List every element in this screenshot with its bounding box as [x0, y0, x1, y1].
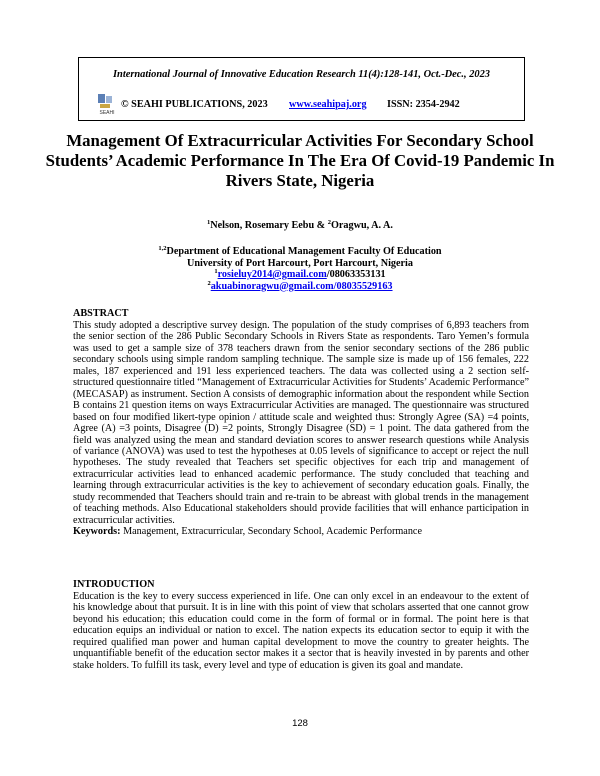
contact1-sup: 1	[214, 268, 218, 275]
journal-header-box	[78, 57, 525, 121]
affiliation-block	[0, 246, 600, 292]
svg-text:SEAHI: SEAHI	[99, 110, 115, 115]
author2-sup: 2	[327, 219, 331, 226]
author-line	[0, 220, 600, 231]
keywords-line	[73, 526, 529, 537]
contact1-line	[0, 269, 600, 281]
paper-title: Management Of Extracurricular Activities For Secondary School Students’ Academic Performance In The Era Of Covid-19 Pandemic In Rivers State, Nigeria	[45, 131, 555, 190]
email1-link[interactable]: rosieluy2014@gmail.com	[217, 269, 327, 280]
department-name: Department of Educational Management Faculty Of Education	[166, 246, 442, 257]
university-line: University of Port Harcourt, Port Harcourt, Nigeria	[187, 257, 413, 269]
affil-sup: 1,2	[158, 245, 167, 252]
seahi-logo-icon	[96, 91, 118, 115]
email2-link[interactable]: akuabinoragwu@gmail.com/08035529163	[210, 280, 393, 292]
author1-name: Nelson, Rosemary Eebu &	[210, 220, 328, 231]
phone1: /08063353131	[326, 269, 386, 280]
contact2-line	[0, 281, 600, 293]
keywords-list: Management, Extracurricular, Secondary School, Academic Performance	[120, 526, 422, 538]
author2-name: Oragwu, A. A.	[330, 220, 393, 231]
issn-label: ISSN: 2354-2942	[387, 99, 460, 110]
abstract-body	[73, 320, 529, 538]
journal-citation: International Journal of Innovative Education Research 11(4):128-141, Oct.-Dec., 2023	[113, 69, 490, 80]
website-link[interactable]: www.seahipaj.org	[289, 99, 367, 110]
introduction-heading: INTRODUCTION	[73, 579, 155, 590]
keywords-label: Keywords:	[73, 526, 121, 538]
abstract-text: This study adopted a descriptive survey design. The population of the study comprises of 6,893 teachers from the senior section of the 286 Public Secondary Schools in Rivers State as respondents. Taro Yemen’s formula was used to get a sample size of 378 teachers drawn from the senior secondary sections of the 286 public secondary schools using simple random sampling technique. The sample size is made up of 156 females, 222 males, 187 experienced and 191 less experienced teachers. The data was collected using a 2 section self-structured questionnaire titled “Management of Extracurricular Activities for Students’ Academic Performance” (MECASAP) as instrument. Section A consists of demographic information about the respondent while Section B contains 21 question items on ways Extracurricular Activities are managed. The questionnaire was structured based on four modified likert-type opinion / attitude scale and weighted thus: Strongly Agree (SA) =4 points, Agree (A) =3 points, Disagree (D) =2 points, Strongly Disagree (SD) = 1 point. The data gathered from the field was analyzed using the mean and standard deviation scores to answer research questions while Analysis of variance (ANOVA) was used to test the hypotheses at 0.05 levels of significance to accept or reject the null hypotheses. The study revealed that Teachers set specific objectives for each trip and management of extracurricular activities lead to enhanced academic performance. The study concluded that teaching and learning through extracurricular activities is the key to achievement of secondary education goals. Finally, the study recommended that Teachers should train and re-train to be abreast with global trends in the management of teaching methods. Also Educational stakeholders should provide facilities that will enhance participation in extracurricular activities.	[73, 320, 529, 526]
department-line	[0, 246, 600, 258]
page-number: 128	[292, 718, 308, 729]
contact2-sup: 2	[207, 279, 211, 287]
author1-sup: 1	[207, 219, 211, 226]
introduction-body: Education is the key to every success experienced in life. One can only excel in an endeavour to the extent of his knowledge about that pursuit. It is in line with this point of view that scholars asserted that one cannot grow beyond his education; this education could come in the form of formal or in formal. The point here is that education equips an individual or nation to excel. The nation expects its education sector to equip it with the required qualified man power and human capital development to move the country to greater heights. The unquantifiable benefit of the education sector makes it a sector that is heavily invested in by parents and other stake holders. To fulfill its task, every level and type of education is given its goal and mandate.	[73, 591, 529, 671]
abstract-heading: ABSTRACT	[73, 308, 129, 319]
publisher-name: © SEAHI PUBLICATIONS, 2023	[121, 99, 268, 110]
